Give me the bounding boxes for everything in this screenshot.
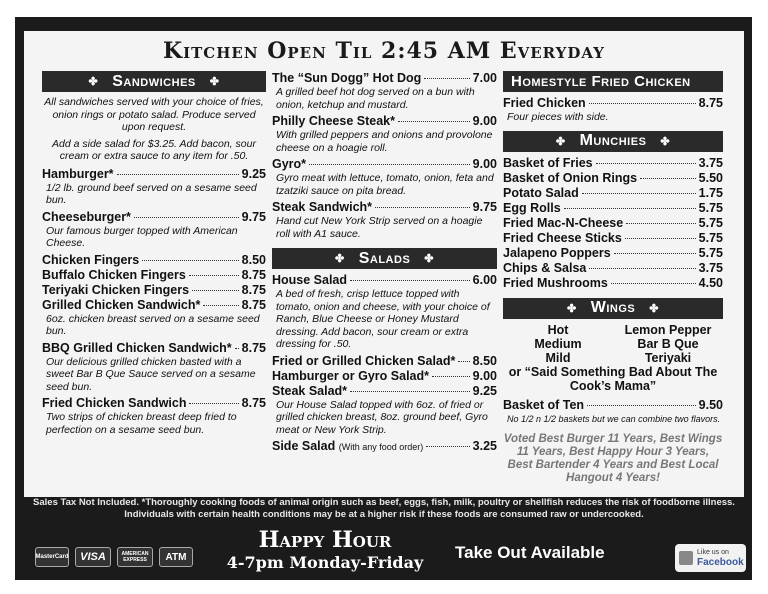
sandwiches-title: Sandwiches — [112, 72, 196, 90]
item-price: 9.00 — [472, 114, 497, 128]
munchies-title: Munchies — [579, 132, 647, 149]
item-price: 9.00 — [472, 368, 497, 383]
wing-flavors — [503, 323, 723, 365]
item-price: 8.75 — [241, 267, 266, 282]
bull-icon: ✤ — [335, 253, 345, 265]
item-name: Basket of Fries — [503, 155, 593, 170]
homestyle-title: Homestyle Fried Chicken — [511, 73, 691, 90]
leader-dots — [350, 391, 470, 392]
leader-dots — [309, 164, 470, 165]
menu-item — [503, 231, 723, 246]
item-price: 8.75 — [241, 282, 266, 297]
leader-dots — [189, 403, 238, 404]
leader-dots — [203, 305, 238, 306]
item-name: Grilled Chicken Sandwich* — [42, 297, 201, 312]
item-name: Philly Cheese Steak* — [272, 114, 395, 128]
item-price: 8.75 — [241, 297, 266, 312]
leader-dots — [350, 280, 470, 281]
item-name: Basket of Onion Rings — [503, 170, 638, 185]
leader-dots — [117, 174, 239, 175]
sandwiches-addon-note: Add a side salad for $3.25. Add bacon, sour cream or extra sauce to any item for .50. — [52, 137, 256, 162]
menu-item — [503, 186, 723, 201]
column-sandwiches — [42, 71, 266, 439]
leader-dots — [589, 103, 696, 104]
item-price: 8.50 — [241, 252, 266, 267]
wings-title: Wings — [590, 299, 636, 316]
item-name: Steak Salad* — [272, 383, 348, 398]
wing-flavor-extra: or “Said Something Bad About The Cook’s Mama” — [508, 364, 718, 393]
leader-dots — [589, 268, 695, 269]
menu-item — [503, 216, 723, 231]
wing-flavor: Lemon Pepper — [624, 322, 712, 337]
leader-dots — [426, 446, 469, 447]
wing-flavor: Teriyaki — [644, 350, 692, 365]
item-name: Egg Rolls — [503, 200, 561, 215]
item-price: 5.75 — [698, 200, 723, 215]
menu-item — [272, 157, 497, 172]
item-note: (With any food order) — [338, 442, 424, 452]
middle-list — [272, 71, 497, 240]
leader-dots — [614, 253, 696, 254]
menu-item — [42, 210, 266, 225]
menu-item-side-salad — [272, 439, 497, 455]
menu-item — [272, 71, 497, 86]
menu-item — [503, 201, 723, 216]
item-name: BBQ Grilled Chicken Sandwich* — [42, 340, 232, 355]
menu-item — [503, 246, 723, 261]
item-price: 7.00 — [472, 71, 497, 85]
salads-banner — [272, 248, 497, 269]
item-price: 3.75 — [698, 260, 723, 275]
item-price: 3.75 — [698, 155, 723, 170]
facebook-badge[interactable] — [675, 544, 746, 572]
mastercard-logo: MasterCard — [35, 547, 69, 567]
item-description: Gyro meat with lettuce, tomato, onion, feta and tzatziki sauce on pita bread. — [276, 172, 494, 197]
item-name: House Salad — [272, 273, 348, 287]
facebook-text: Facebook — [697, 556, 744, 568]
bull-icon: ✤ — [649, 302, 659, 315]
sandwiches-note: All sandwiches served with your choice of fries, onion rings or potato salad. Produce served upon request. — [44, 96, 264, 133]
leader-dots — [432, 376, 470, 377]
leader-dots — [640, 178, 696, 179]
wing-flavor: Medium — [534, 336, 582, 351]
bull-icon: ✤ — [660, 135, 671, 148]
sandwiches-banner — [42, 71, 266, 92]
menu-item — [42, 283, 266, 298]
bull-icon: ✤ — [567, 302, 577, 315]
item-description: With grilled peppers and onions and provolone cheese on a hoagie roll. — [276, 129, 493, 154]
menu-item — [42, 298, 266, 313]
takeout-label: Take Out Available — [455, 543, 605, 562]
leader-dots — [235, 348, 239, 349]
menu-item — [503, 156, 723, 171]
menu-panel — [24, 31, 744, 497]
leader-dots — [587, 405, 696, 406]
column-right — [503, 71, 723, 485]
leader-dots — [458, 361, 469, 362]
amex-logo: AMERICAN EXPRESS — [117, 547, 153, 567]
item-price: 5.50 — [698, 170, 723, 185]
item-price: 8.50 — [472, 353, 497, 368]
item-description: Two strips of chicken breast deep fried to perfection on a sesame seed bun. — [46, 411, 237, 436]
leader-dots — [626, 223, 695, 224]
item-price: 9.00 — [472, 157, 497, 171]
bull-icon: ✤ — [209, 76, 220, 88]
item-name: Buffalo Chicken Fingers — [42, 267, 186, 282]
munchies-list — [503, 156, 723, 291]
item-description: A bed of fresh, crisp lettuce topped with tomato, onion and cheese, with your choice of Ranch, Blue Cheese or Honey Mustard dressing. Add bacon, sour cream or extra dressing for .50. — [276, 288, 490, 350]
menu-item — [272, 369, 497, 384]
atm-logo: ATM — [159, 547, 193, 567]
visa-logo: VISA — [75, 547, 111, 567]
item-price: 8.75 — [698, 96, 723, 110]
item-price: 9.25 — [472, 383, 497, 398]
leader-dots — [625, 238, 696, 239]
item-price: 9.25 — [241, 166, 266, 181]
item-description: Four pieces with side. — [507, 111, 609, 123]
item-description: Our famous burger topped with American Cheese. — [46, 224, 238, 249]
item-price: 8.75 — [241, 340, 266, 355]
item-name: Fried Chicken Sandwich — [42, 396, 187, 410]
happy-hour-time: 4-7pm Monday-Friday — [226, 553, 424, 572]
item-name: Hamburger or Gyro Salad* — [272, 368, 429, 383]
item-name: Fried Cheese Sticks — [503, 230, 622, 245]
item-name: Cheeseburger* — [42, 209, 131, 224]
menu-item — [42, 268, 266, 283]
menu-item — [503, 261, 723, 276]
happy-hour-title: Happy Hour — [258, 527, 392, 553]
item-price: 9.75 — [241, 209, 266, 224]
item-price: 8.75 — [241, 396, 266, 410]
item-name: Gyro* — [272, 157, 307, 171]
item-name: Fried Mac-N-Cheese — [503, 215, 624, 230]
item-description: Our House Salad topped with 6oz. of fried or grilled chicken breast, 8oz. ground beef, Gyro meat or New York Strip. — [276, 398, 488, 436]
menu-item — [272, 114, 497, 129]
leader-dots — [189, 275, 239, 276]
menu-item — [272, 384, 497, 399]
leader-dots — [424, 78, 469, 79]
menu-item — [42, 253, 266, 268]
menu-item — [503, 171, 723, 186]
basket-note: No 1/2 n 1/2 baskets but we can combine two flavors. — [507, 413, 721, 424]
happy-hour — [205, 527, 445, 573]
item-name: Jalapeno Poppers — [503, 245, 611, 260]
item-name: Fried or Grilled Chicken Salad* — [272, 353, 456, 368]
bull-icon: ✤ — [88, 76, 99, 88]
wing-flavor: Mild — [545, 350, 571, 365]
item-name: Teriyaki Chicken Fingers — [42, 282, 190, 297]
leader-dots — [134, 217, 239, 218]
payment-cards — [35, 547, 193, 567]
menu-item — [42, 341, 266, 356]
item-name: Fried Mushrooms — [503, 275, 608, 290]
item-price: 5.75 — [698, 230, 723, 245]
thumbs-up-icon — [679, 551, 693, 565]
menu-item-fried-chicken — [503, 96, 723, 111]
item-description: A grilled beef hot dog served on a bun with onion, ketchup and mustard. — [276, 86, 475, 111]
menu-item — [272, 273, 497, 288]
item-description: 1/2 lb. ground beef served on a sesame seed bun. — [46, 181, 257, 206]
wing-flavor: Bar B Que — [637, 336, 699, 351]
leader-dots — [142, 260, 238, 261]
item-price: 9.50 — [698, 397, 723, 412]
item-name: Chips & Salsa — [503, 260, 587, 275]
menu-item-basket-of-ten — [503, 398, 723, 413]
item-name: Side Salad — [272, 439, 336, 453]
item-price: 6.00 — [472, 273, 497, 287]
leader-dots — [398, 121, 470, 122]
wings-banner — [503, 298, 723, 319]
homestyle-banner — [503, 71, 723, 92]
sandwich-list — [42, 167, 266, 437]
item-price: 1.75 — [698, 185, 723, 200]
salads-title: Salads — [358, 249, 411, 267]
item-name: Hamburger* — [42, 166, 114, 181]
menu-item — [272, 200, 497, 215]
leader-dots — [611, 283, 696, 284]
item-price: 4.50 — [698, 275, 723, 290]
munchies-banner — [503, 131, 723, 152]
salad-list — [272, 273, 497, 436]
column-middle — [272, 71, 497, 455]
item-name: Potato Salad — [503, 185, 579, 200]
item-name: Fried Chicken — [503, 96, 586, 110]
bull-icon: ✤ — [424, 253, 434, 265]
awards-text: Voted Best Burger 11 Years, Best Wings 11 Years, Best Happy Hour 3 Years, Best Bartender 4 Years and Best Local Hangout 4 Years! — [503, 433, 723, 484]
leader-dots — [596, 163, 696, 164]
headline: Kitchen Open Til 2:45 AM Everyday — [163, 38, 605, 64]
leader-dots — [564, 208, 696, 209]
item-name: Steak Sandwich* — [272, 200, 373, 214]
item-price: 5.75 — [698, 245, 723, 260]
wing-flavor: Hot — [547, 322, 569, 337]
menu-item — [503, 276, 723, 291]
disclaimer: Sales Tax Not Included. *Thoroughly cooking foods of animal origin such as beef, eggs, fish, milk, poultry or shellfish reduces the risk of foodborne illness. Individuals with certain health conditions may be at a higher risk if these foods are consumed raw or undercooked. — [33, 497, 735, 520]
item-name: Basket of Ten — [503, 397, 585, 412]
leader-dots — [192, 290, 239, 291]
item-price: 3.25 — [472, 439, 497, 453]
menu-item — [42, 167, 266, 182]
item-name: Chicken Fingers — [42, 252, 140, 267]
item-description: Our delicious grilled chicken basted with a sweet Bar B Que Sauce served on a sesame seed bun. — [46, 355, 256, 393]
leader-dots — [375, 207, 470, 208]
item-name: The “Sun Dogg” Hot Dog — [272, 71, 422, 85]
item-description: Hand cut New York Strip served on a hoagie roll with A1 sauce. — [276, 215, 483, 240]
item-price: 5.75 — [698, 215, 723, 230]
item-description: 6oz. chicken breast served on a sesame seed bun. — [46, 312, 260, 337]
menu-item — [42, 396, 266, 411]
menu-item — [272, 354, 497, 369]
leader-dots — [582, 193, 696, 194]
bull-icon: ✤ — [555, 135, 566, 148]
item-price: 9.75 — [472, 200, 497, 214]
facebook-small-text: Like us on — [697, 548, 729, 556]
